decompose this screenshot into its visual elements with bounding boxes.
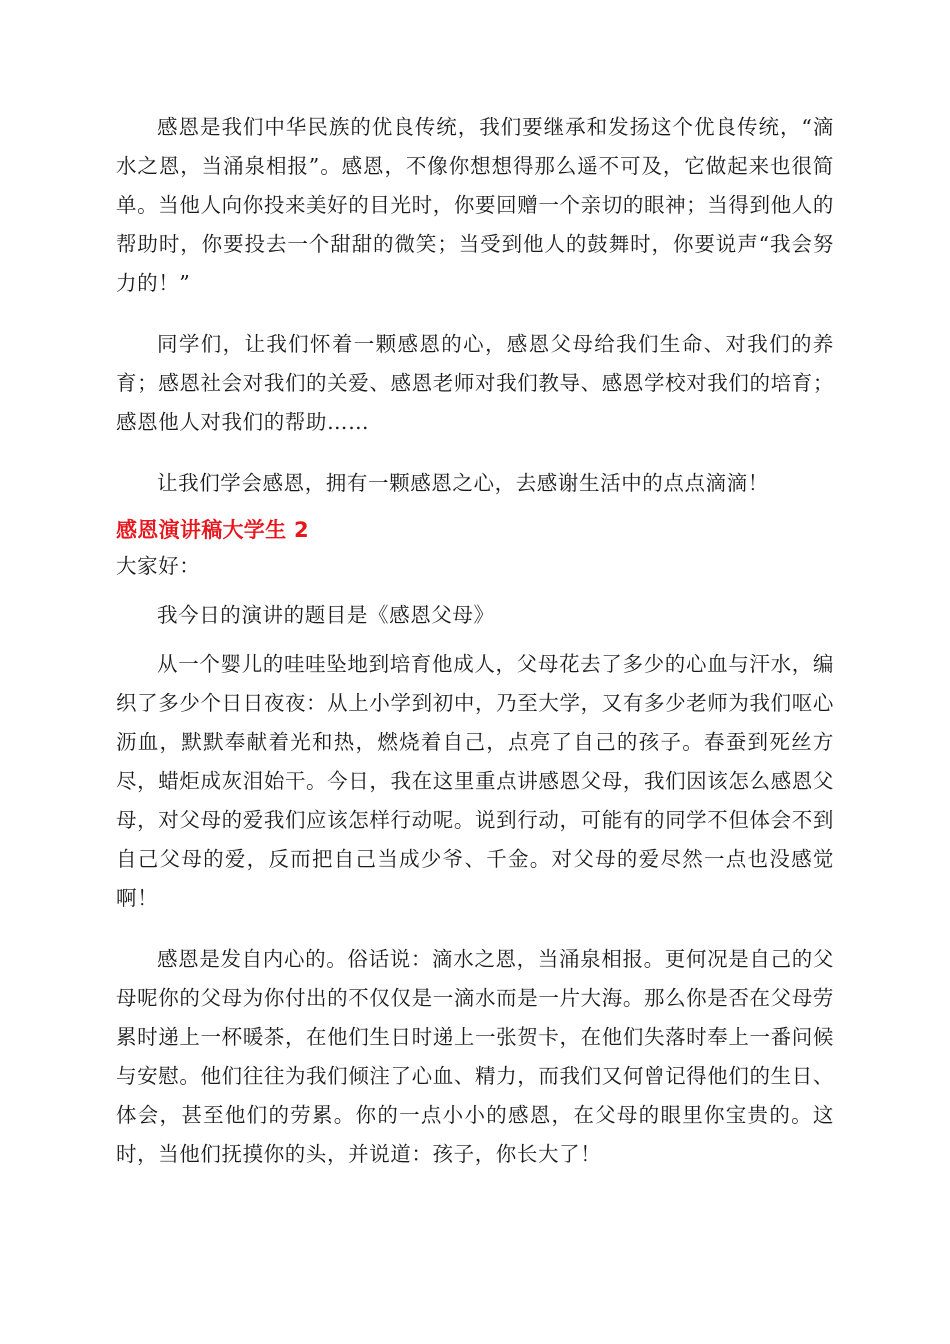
paragraph-speech-title: 我今日的演讲的题目是《感恩父母》	[157, 603, 495, 627]
greeting-text: 大家好：	[116, 554, 201, 578]
paragraph-learn-gratitude: 让我们学会感恩，拥有一颗感恩之心，去感谢生活中的点点滴滴！	[157, 471, 769, 495]
document-body	[116, 108, 834, 1174]
paragraph-parents-effort: 从一个婴儿的哇哇坠地到培育他成人，父母花去了多少的心血与汗水，编织了多少个日日夜夜：从上小学到初中，乃至大学，又有多少老师为我们呕心沥血，默默奉献着光和热，燃烧着自己，点亮了自己的孩子。春蚕到死丝方尽，蜡炬成灰泪始干。今日，我在这里重点讲感恩父母，我们因该怎么感恩父母，对父母的爱我们应该怎样行动呢。说到行动，可能有的同学不但体会不到自己父母的爱，反而把自己当成少爷、千金。对父母的爱尽然一点也没感觉啊！	[116, 652, 834, 910]
paragraph-gratitude-tradition: 感恩是我们中华民族的优良传统，我们要继承和发扬这个优良传统，“滴水之恩，当涌泉相报”。感恩，不像你想想得那么遥不可及，它做起来也很简单。当他人向你投来美好的目光时，你要回赠一个亲切的眼神；当得到他人的帮助时，你要投去一个甜甜的微笑；当受到他人的鼓舞时，你要说声“我会努力的！”	[116, 115, 834, 295]
paragraph-gratitude-from-heart: 感恩是发自内心的。俗话说：滴水之恩，当涌泉相报。更何况是自己的父母呢你的父母为你付出的不仅仅是一滴水而是一片大海。那么你是否在父母劳累时递上一杯暖茶，在他们生日时递上一张贺卡，在他们失落时奉上一番问候与安慰。他们往往为我们倾注了心血、精力，而我们又何曾记得他们的生日、体会，甚至他们的劳累。你的一点小小的感恩，在父母的眼里你宝贵的。这时，当他们抚摸你的头，并说道：孩子，你长大了！	[116, 947, 834, 1166]
paragraph-gratitude-list: 同学们，让我们怀着一颗感恩的心，感恩父母给我们生命、对我们的养育；感恩社会对我们的关爱、感恩老师对我们教导、感恩学校对我们的培育；感恩他人对我们的帮助……	[116, 332, 834, 434]
section-heading: 感恩演讲稿大学生 2	[116, 518, 309, 542]
